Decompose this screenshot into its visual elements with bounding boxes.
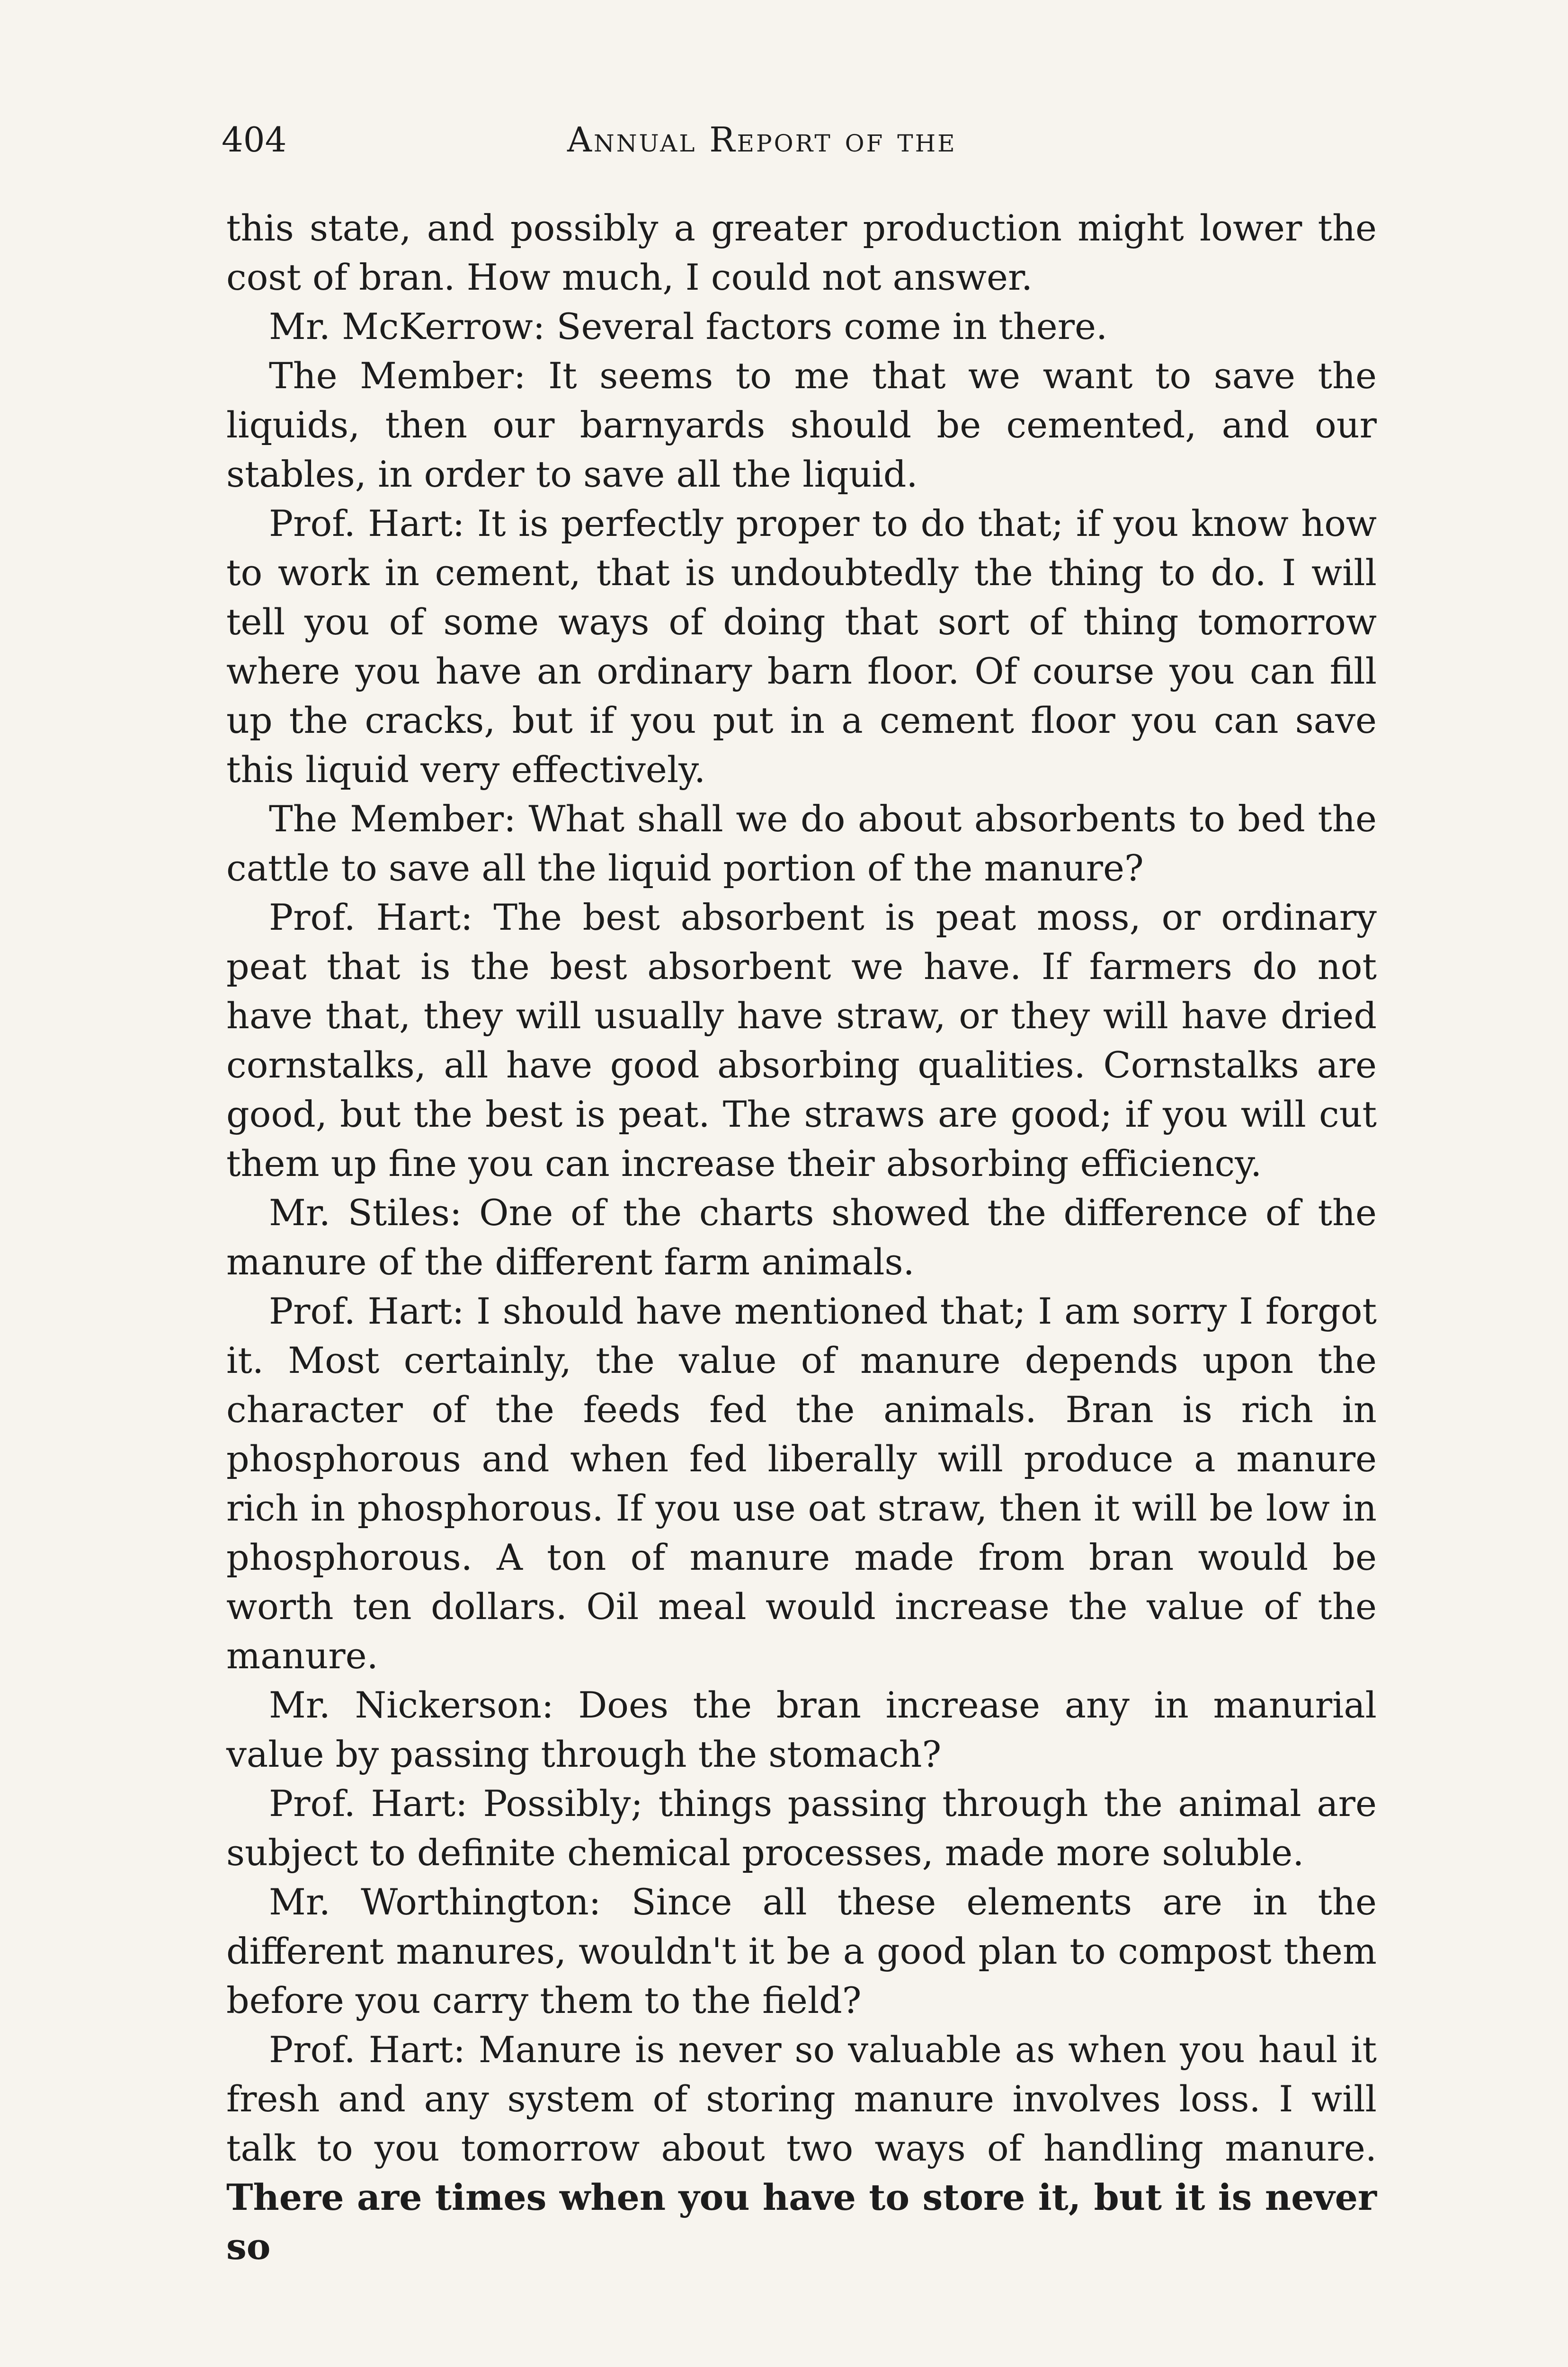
paragraph bbox=[226, 794, 1377, 893]
paragraph-tail-text: There are times when you have to store it, but it is never so bbox=[226, 2176, 1377, 2268]
speaker-label: The Member: bbox=[269, 355, 526, 397]
speaker-label: Prof. Hart: bbox=[269, 1290, 464, 1332]
paragraph-text: Possibly; things passing through the animal are subject to definite chemical processes, made more soluble. bbox=[226, 1782, 1377, 1874]
paragraph-text: It seems to me that we want to save the liquids, then our barnyards should be cemented, and our stables, in order to save all the liquid. bbox=[226, 355, 1377, 495]
paragraph bbox=[226, 1779, 1377, 1878]
paragraph-text: The best absorbent is peat moss, or ordinary peat that is the best absorbent we have. If farmers do not have that, they will usually have straw, or they will have dried cornstalks, all have good absorbing qualities. Cornstalks are good, but the best is peat. The straws are good; if you will cut them up fine you can increase their absorbing efficiency. bbox=[226, 896, 1377, 1184]
speaker-label: Prof. Hart: bbox=[269, 2029, 465, 2071]
paragraph bbox=[226, 1287, 1377, 1681]
speaker-label: Prof. Hart: bbox=[269, 1782, 468, 1824]
paragraph bbox=[226, 499, 1377, 794]
paragraph-text: Several factors come in there. bbox=[556, 305, 1108, 347]
speaker-label: The Member: bbox=[269, 798, 516, 840]
paragraph bbox=[226, 1681, 1377, 1779]
paragraph bbox=[226, 1188, 1377, 1287]
paragraph-text: this state, and possibly a greater production might lower the cost of bran. How much, I could not answer. bbox=[226, 207, 1377, 298]
paragraph-text: One of the charts showed the difference of the manure of the different farm animals. bbox=[226, 1192, 1377, 1283]
running-head: Annual Report of the bbox=[567, 120, 957, 160]
speaker-label: Prof. Hart: bbox=[269, 502, 465, 544]
paragraph bbox=[226, 2025, 1377, 2271]
speaker-label: Prof. Hart: bbox=[269, 896, 473, 938]
speaker-label: Mr. Worthington: bbox=[269, 1881, 601, 1923]
paragraph-text: What shall we do about absorbents to bed the cattle to save all the liquid portion of the manure? bbox=[226, 798, 1377, 889]
paragraph bbox=[226, 351, 1377, 499]
paragraph bbox=[226, 893, 1377, 1188]
paragraph bbox=[226, 1878, 1377, 2025]
page-header bbox=[222, 114, 1381, 166]
speaker-label: Mr. Nickerson: bbox=[269, 1684, 554, 1726]
page-number: 404 bbox=[222, 120, 287, 160]
paragraph bbox=[226, 302, 1377, 351]
paragraph-text: It is perfectly proper to do that; if you know how to work in cement, that is undoubtedly the thing to do. I will tell you of some ways of doing that sort of thing tomorrow where you have an ordinary barn floor. Of course you can fill up the cracks, but if you put in a cement floor you can save this liquid very effectively. bbox=[226, 502, 1377, 791]
speaker-label: Mr. McKerrow: bbox=[269, 305, 545, 347]
paragraph-text: I should have mentioned that; I am sorry I forgot it. Most certainly, the value of manure depends upon the character of the feeds fed the animals. Bran is rich in phosphorous and when fed liberally will produce a manure rich in phosphorous. If you use oat straw, then it will be low in phosphorous. A ton of manure made from bran would be worth ten dollars. Oil meal would increase the value of the manure. bbox=[226, 1290, 1377, 1677]
paragraph bbox=[226, 204, 1377, 302]
body-text bbox=[226, 204, 1377, 2271]
paragraph-text: Does the bran increase any in manurial value by passing through the stomach? bbox=[226, 1684, 1377, 1775]
paragraph-text: Manure is never so valuable as when you haul it fresh and any system of storing manure involves loss. I will talk to you tomorrow about two ways of handling manure. bbox=[226, 2029, 1377, 2169]
speaker-label: Mr. Stiles: bbox=[269, 1192, 462, 1234]
paragraph-text: Since all these elements are in the different manures, wouldn't it be a good plan to compost them before you carry them to the field? bbox=[226, 1881, 1377, 2021]
